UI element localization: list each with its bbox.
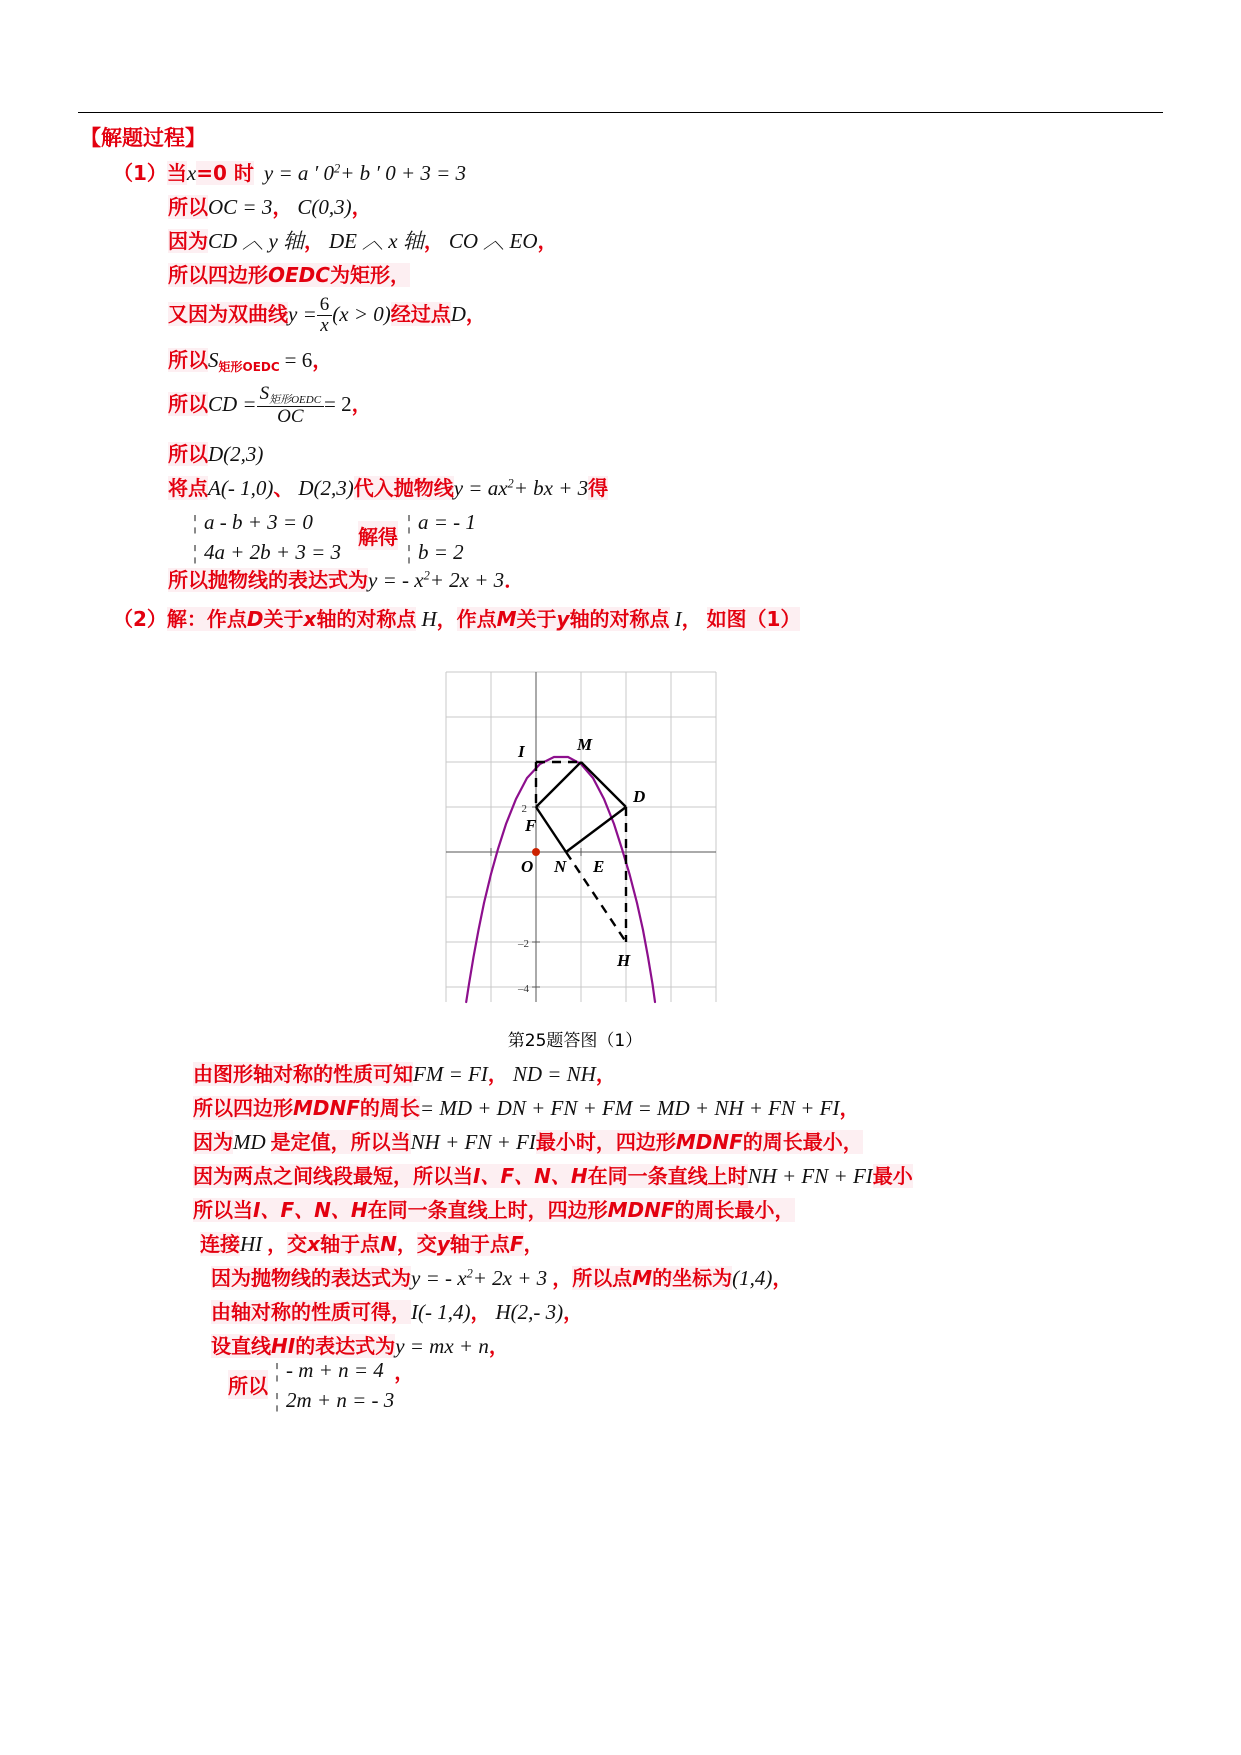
b7-c2: ， xyxy=(772,1268,793,1290)
sys-hi-row1 xyxy=(275,1356,394,1386)
b7-cn-c: 的坐标为 xyxy=(652,1266,733,1290)
b10-tail: ， xyxy=(394,1362,415,1385)
part2-label: （2） xyxy=(113,607,167,631)
tick-label-minus2: –2 xyxy=(518,938,529,950)
p2-head-c1: ， xyxy=(436,609,457,631)
p1-line4 xyxy=(168,259,410,288)
b3-cn-c: 最小时，四边形 xyxy=(535,1130,676,1154)
p1-l5-num: 6 xyxy=(317,295,333,316)
p2-head-H: H xyxy=(421,607,437,631)
p1-l7-num-S: S xyxy=(259,383,270,404)
b5-cn-b: 在同一条直线上时，四边形 xyxy=(367,1198,608,1222)
sys-right xyxy=(407,508,476,567)
p1-line9 xyxy=(168,472,608,501)
b9-c: ， xyxy=(488,1336,509,1358)
b7-c1: ， xyxy=(552,1268,573,1290)
p1-l8-cn: 所以 xyxy=(168,442,208,466)
b4-cn-b: 在同一条直线上时 xyxy=(587,1164,748,1188)
p1-line6 xyxy=(168,344,332,375)
sys-hi-eq1: - m + n = 4 xyxy=(286,1358,384,1382)
p1-l3-cn-y: y 轴 xyxy=(268,229,305,253)
p2-head-I: I xyxy=(674,607,682,631)
sys-right-eq2: b = 2 xyxy=(418,539,464,564)
b1-cn: 由图形轴对称的性质可知 xyxy=(193,1062,413,1086)
b3-mdnf: MDNF xyxy=(675,1130,743,1154)
b7-m1: y = - x xyxy=(411,1266,467,1290)
p1-l5-rest: (x > 0) xyxy=(332,301,391,326)
label-E: E xyxy=(593,857,605,876)
p1-l11-sup: 2 xyxy=(423,568,430,583)
b6-cn-e: 轴于点 xyxy=(449,1232,510,1256)
b2-m: = MD + DN + FN + FM = MD + NH + FN + FI xyxy=(419,1096,840,1120)
b8-m2: H(2,- 3) xyxy=(495,1300,564,1324)
p2-body-line9 xyxy=(211,1330,509,1359)
b7-m3: (1,4) xyxy=(732,1266,773,1290)
b6-c3: ， xyxy=(523,1234,544,1256)
b8-c1: ， xyxy=(470,1302,491,1324)
b4-cn-a: 因为两点之间线段最短，所以当 xyxy=(193,1164,473,1188)
p1-l5-y: y = xyxy=(288,301,317,326)
b9-cn-b: 的表达式为 xyxy=(295,1334,396,1358)
p1-l9-cn-b: 代入抛物线 xyxy=(353,476,454,500)
answer-figure-1 xyxy=(430,654,720,1051)
p1-l3-cn-x: x 轴 xyxy=(388,229,424,253)
b1-c1: ， xyxy=(487,1064,508,1086)
p2-body-line8 xyxy=(211,1296,583,1325)
p1-l7-c: ， xyxy=(351,394,372,417)
b6-cn-a: 连接 xyxy=(200,1232,240,1256)
p1-l3-c3: ， xyxy=(537,231,558,253)
b4-m: NH + FN + FI xyxy=(747,1164,873,1188)
p1-l5-D: D xyxy=(450,301,466,326)
p2-head-c2: ， xyxy=(681,609,702,631)
p1-l7-cn: 所以 xyxy=(168,392,208,417)
p1-l7-eq: = 2 xyxy=(324,392,352,417)
label-I: I xyxy=(518,742,525,761)
p1-l3-cn: 因为 xyxy=(168,229,208,253)
b6-mF: F xyxy=(509,1232,524,1256)
p1-l6-eq: = 6 xyxy=(284,348,313,372)
p1-l2-comma: ， xyxy=(272,197,293,219)
p1-l3-m1: CD ︿ xyxy=(208,229,264,253)
p1-l2-math: OC = 3 xyxy=(208,195,273,219)
fraction-S-over-OC xyxy=(257,384,324,427)
p2-body-line7 xyxy=(211,1262,792,1291)
edge-D-N xyxy=(566,807,626,852)
p1-l9-sup: 2 xyxy=(507,476,514,491)
p1-l5-cn-b: 经过点 xyxy=(390,301,451,326)
p2-body-line1 xyxy=(193,1058,616,1087)
p1-l7-num xyxy=(257,384,324,407)
p2-head-e: 关于 xyxy=(516,607,557,631)
b6-m1: HI xyxy=(240,1232,263,1256)
edge-N-F xyxy=(536,807,566,852)
p1-line7 xyxy=(168,385,372,428)
b8-c2: ， xyxy=(563,1302,584,1324)
b1-m1: FM = FI xyxy=(413,1062,488,1086)
b7-sup: 2 xyxy=(466,1266,473,1281)
b5-pts: I、F、N、H xyxy=(253,1198,368,1222)
b4-cn-c: 最小 xyxy=(872,1164,913,1188)
p2-head-M: M xyxy=(496,607,517,631)
b5-mdnf: MDNF xyxy=(607,1198,675,1222)
p2-body-line3 xyxy=(193,1126,863,1155)
origin-dot xyxy=(532,848,540,856)
sys-right-eq1: a = - 1 xyxy=(418,510,476,534)
p1-l3-c1: ， xyxy=(304,231,325,253)
p1-l3-c2: ， xyxy=(423,231,444,253)
p1-l1-math-c: + b ′ 0 + 3 = 3 xyxy=(340,161,467,185)
brace-glyph-icon: ¦ xyxy=(193,541,198,564)
b5-cn-c: 的周长最小， xyxy=(674,1198,795,1222)
b8-m1: I(- 1,4) xyxy=(411,1300,471,1324)
p1-l11-m1: y = - x xyxy=(368,568,424,592)
sys-right-row2 xyxy=(407,538,476,568)
b2-c: ， xyxy=(839,1098,860,1120)
b3-m2: NH + FN + FI xyxy=(410,1130,536,1154)
equation-system-left xyxy=(193,508,341,567)
p1-l5-c: ， xyxy=(465,303,486,326)
b2-mdnf: MDNF xyxy=(293,1096,360,1120)
p1-l1-cn-b: =0 时 xyxy=(196,161,254,185)
p1-l9-dun: 、 xyxy=(273,478,294,500)
tick-label-minus4: –4 xyxy=(518,983,529,995)
sys-left-row1 xyxy=(193,508,341,538)
equation-system-right xyxy=(407,508,476,567)
b2-cn-b: 的周长 xyxy=(359,1096,420,1120)
sys-hi xyxy=(275,1356,394,1415)
brace-glyph-icon: ¦ xyxy=(407,541,412,564)
p2-head-a: 解：作点 xyxy=(166,607,247,631)
label-O: O xyxy=(521,857,534,876)
p1-l5-cn: 又因为双曲线 xyxy=(168,301,288,326)
brace-glyph-icon: ¦ xyxy=(275,1389,280,1412)
p1-l1-x: x xyxy=(186,161,197,185)
b9-hi: HI xyxy=(271,1334,296,1358)
b3-cn-a: 因为 xyxy=(193,1130,233,1154)
sys-hi-row2 xyxy=(275,1386,394,1416)
p1-l4-math: OEDC xyxy=(268,263,330,287)
b6-c1: ， xyxy=(267,1234,288,1256)
p2-head-d: 作点 xyxy=(456,607,497,631)
brace-glyph-icon: ¦ xyxy=(193,512,198,534)
b6-mx: x xyxy=(307,1232,321,1256)
b6-mN: N xyxy=(380,1232,397,1256)
p1-l6-S: S xyxy=(208,348,219,372)
p1-l3-m2: DE ︿ xyxy=(329,229,384,253)
b2-cn-a: 所以四边形 xyxy=(193,1096,293,1120)
p2-head-y: y xyxy=(556,607,570,631)
b6-cn-c: 轴于点 xyxy=(320,1232,381,1256)
b1-m2: ND = NH xyxy=(512,1062,596,1086)
p1-l4-cn-b: 为矩形， xyxy=(329,263,410,287)
sys-hi-eq2: 2m + n = - 3 xyxy=(286,1387,395,1412)
p2-head-c: 轴的对称点 xyxy=(316,607,417,631)
p1-l7-math: CD = xyxy=(208,392,257,417)
p1-l6-c: ， xyxy=(312,350,333,372)
p1-l2-cn: 所以 xyxy=(168,195,208,219)
b7-mM: M xyxy=(632,1266,653,1290)
label-H: H xyxy=(617,951,631,970)
sys-left-eq2: 4a + 2b + 3 = 3 xyxy=(204,539,342,564)
p1-l8-math: D(2,3) xyxy=(208,442,264,466)
p1-l11-m2: + 2x + 3 xyxy=(429,568,505,592)
sys-left-eq1: a - b + 3 = 0 xyxy=(204,510,313,534)
p1-l4-cn-a: 所以四边形 xyxy=(168,263,268,287)
p1-l5-den: x xyxy=(320,314,329,336)
b4-pts: I、F、N、H xyxy=(473,1164,588,1188)
page-title: 【解题过程】 xyxy=(80,126,206,150)
part2-heading-line xyxy=(113,603,800,632)
part1-label-line xyxy=(113,157,466,186)
p1-l9-m1: A(- 1,0) xyxy=(208,476,274,500)
b3-cn-b: 是定值，所以当 xyxy=(270,1130,411,1154)
b1-c2: ， xyxy=(595,1064,616,1086)
p1-l6-sub: 矩形OEDC xyxy=(218,360,280,375)
p2-head-f: 轴的对称点 xyxy=(569,607,670,631)
label-N: N xyxy=(554,857,567,876)
fraction-6-over-x xyxy=(317,295,333,336)
p1-l7-num-sub: 矩形OEDC xyxy=(269,393,322,406)
tick-label-2: 2 xyxy=(521,803,527,815)
label-D: D xyxy=(633,787,646,806)
p1-l7-den: OC xyxy=(277,406,304,428)
p2-body-line2 xyxy=(193,1092,860,1121)
p1-l3-m3: CO ︿ EO xyxy=(448,229,538,253)
brace-glyph-icon: ¦ xyxy=(275,1360,280,1382)
p2-body-line4 xyxy=(193,1160,913,1189)
b6-cn-d: 交 xyxy=(416,1232,437,1256)
solve-label: 解得 xyxy=(358,521,398,550)
p1-l2-comma2: ， xyxy=(351,197,372,219)
b7-cn-a: 因为抛物线的表达式为 xyxy=(211,1266,411,1290)
p2-body-line6 xyxy=(200,1228,544,1257)
figure-caption: 第25题答图（1） xyxy=(507,1031,643,1051)
b3-cn-d: 的周长最小， xyxy=(742,1130,863,1154)
header-rule xyxy=(78,112,1163,113)
p1-line5 xyxy=(168,296,486,337)
b10-label: 所以 xyxy=(228,1370,268,1399)
b3-m1: MD xyxy=(233,1130,266,1154)
p1-l9-cn-c: 得 xyxy=(588,476,609,500)
p2-head-D: D xyxy=(246,607,264,631)
part1-label: （1） xyxy=(113,161,167,185)
p1-l1-sup: 2 xyxy=(333,161,341,176)
p1-l1-math-b: y = a ′ 0 xyxy=(263,161,334,185)
b7-cn-b: 所以点 xyxy=(572,1266,633,1290)
p2-head-x: x xyxy=(303,607,317,631)
b5-cn-a: 所以当 xyxy=(193,1198,253,1222)
equation-system-HI xyxy=(275,1356,414,1415)
p1-line8 xyxy=(168,438,263,467)
p1-l11-cn: 所以抛物线的表达式为 xyxy=(168,568,368,592)
p2-body-line5 xyxy=(193,1194,795,1223)
b6-c2: ， xyxy=(396,1234,417,1256)
p1-l9-m2: D(2,3) xyxy=(298,476,354,500)
brace-glyph-icon: ¦ xyxy=(407,512,412,534)
p1-l9-m4: + bx + 3 xyxy=(513,476,589,500)
p1-l9-m3: y = ax xyxy=(453,476,508,500)
b7-m2: + 2x + 3 xyxy=(472,1266,548,1290)
p2-head-g: 如图（1） xyxy=(706,607,801,631)
label-F: F xyxy=(525,816,537,835)
coordinate-plane-svg xyxy=(430,654,720,1022)
p1-line3 xyxy=(168,225,558,255)
sys-left xyxy=(193,508,341,567)
b9-m: y = mx + n xyxy=(395,1334,489,1358)
grid-lines xyxy=(446,672,716,1002)
sys-left-row2 xyxy=(193,538,341,568)
b6-cn-b: 交 xyxy=(287,1232,308,1256)
b6-my: y xyxy=(436,1232,450,1256)
p1-l11-c: ． xyxy=(504,570,525,592)
b8-cn-a: 由轴对称的性质可得， xyxy=(211,1300,411,1324)
sys-right-row1 xyxy=(407,508,476,538)
p1-l1-cn-a: 当 xyxy=(166,161,187,185)
p1-line11 xyxy=(168,564,524,593)
b9-cn-a: 设直线 xyxy=(211,1334,271,1358)
p1-l2-math2: C(0,3) xyxy=(297,195,352,219)
label-M: M xyxy=(577,735,593,754)
p1-l9-cn-a: 将点 xyxy=(168,476,208,500)
edge-F-M xyxy=(536,762,581,807)
p1-l6-cn: 所以 xyxy=(168,348,208,372)
p2-head-b: 关于 xyxy=(263,607,304,631)
p1-line2 xyxy=(168,191,372,220)
